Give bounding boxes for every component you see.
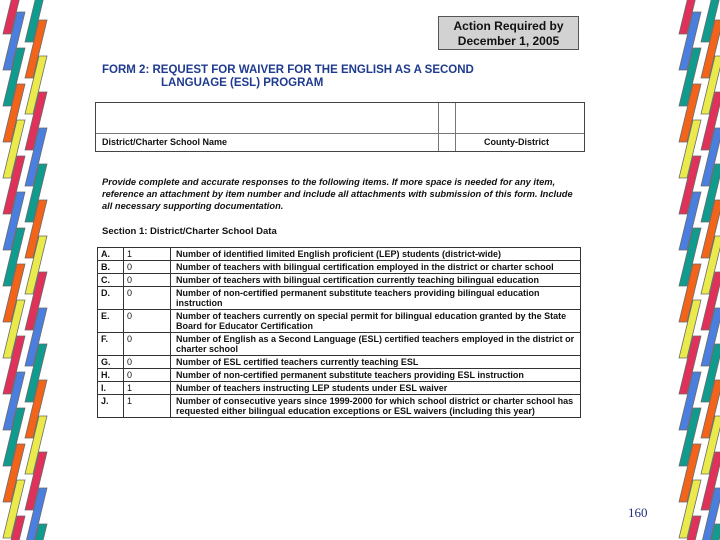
instructions-text: Provide complete and accurate responses to the following items. If more space is needed for any item, reference an attachment by item number and include all attachments with submission of this form. Include all necessary supporting documentation. <box>102 177 573 211</box>
row-value: 0 <box>124 333 171 356</box>
form-title-line1: FORM 2: REQUEST FOR WAIVER FOR THE ENGLISH AS A SECOND <box>102 64 474 76</box>
row-description: Number of teachers currently on special permit for bilingual education granted by the State Board for Educator Certification <box>171 310 581 333</box>
table-row <box>98 369 581 382</box>
row-letter: J. <box>98 395 124 418</box>
row-description: Number of teachers instructing LEP students under ESL waiver <box>171 382 581 395</box>
row-letter: I. <box>98 382 124 395</box>
table-row <box>98 356 581 369</box>
row-letter: D. <box>98 287 124 310</box>
table-row <box>98 261 581 274</box>
county-district-label: County-District <box>484 137 549 147</box>
row-value: 1 <box>124 248 171 261</box>
table-row <box>98 333 581 356</box>
row-description: Number of identified limited English proficient (LEP) students (district-wide) <box>171 248 581 261</box>
row-description: Number of non-certified permanent substitute teachers providing bilingual education instruction <box>171 287 581 310</box>
district-header-table <box>95 102 585 152</box>
row-description: Number of ESL certified teachers currently teaching ESL <box>171 356 581 369</box>
row-value: 0 <box>124 274 171 287</box>
right-decorative-ribbon <box>676 0 720 540</box>
header-divider <box>438 103 439 151</box>
left-decorative-ribbon <box>0 0 50 540</box>
row-letter: H. <box>98 369 124 382</box>
row-letter: E. <box>98 310 124 333</box>
row-description: Number of consecutive years since 1999-2000 for which school district or charter school has requested either bilingual education exceptions or ESL waivers (including this year) <box>171 395 581 418</box>
row-value: 0 <box>124 356 171 369</box>
table-row <box>98 287 581 310</box>
action-required-line1: Action Required by <box>453 19 564 33</box>
header-divider <box>455 103 456 151</box>
table-row <box>98 248 581 261</box>
row-letter: C. <box>98 274 124 287</box>
page-number: 160 <box>628 505 648 520</box>
table-row <box>98 274 581 287</box>
form-title-line2: LANGUAGE (ESL) PROGRAM <box>161 77 324 89</box>
table-row <box>98 382 581 395</box>
row-value: 0 <box>124 310 171 333</box>
header-rule <box>96 133 584 134</box>
row-letter: G. <box>98 356 124 369</box>
row-description: Number of non-certified permanent substitute teachers providing ESL instruction <box>171 369 581 382</box>
row-value: 1 <box>124 395 171 418</box>
row-letter: F. <box>98 333 124 356</box>
action-required-box <box>438 16 579 50</box>
row-value: 0 <box>124 369 171 382</box>
row-description: Number of teachers with bilingual certification currently teaching bilingual education <box>171 274 581 287</box>
table-row <box>98 310 581 333</box>
form-title <box>102 64 572 90</box>
waiver-form-document <box>95 14 585 480</box>
row-letter: B. <box>98 261 124 274</box>
section-title: Section 1: District/Charter School Data <box>102 226 277 237</box>
table-row <box>98 395 581 418</box>
district-name-label: District/Charter School Name <box>102 137 228 147</box>
school-data-table <box>97 247 581 418</box>
row-value: 0 <box>124 261 171 274</box>
row-description: Number of English as a Second Language (ESL) certified teachers employed in the district or charter school <box>171 333 581 356</box>
row-value: 0 <box>124 287 171 310</box>
action-required-line2: December 1, 2005 <box>457 34 560 48</box>
row-letter: A. <box>98 248 124 261</box>
row-description: Number of teachers with bilingual certification employed in the district or charter school <box>171 261 581 274</box>
row-value: 1 <box>124 382 171 395</box>
